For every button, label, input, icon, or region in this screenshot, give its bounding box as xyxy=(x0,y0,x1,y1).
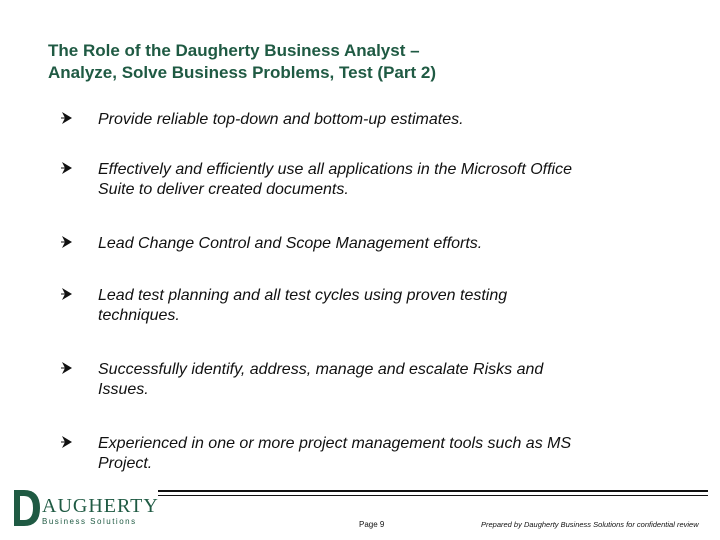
bullet-text-line: Experienced in one or more project management tools such as MS xyxy=(98,435,572,452)
page-number: Page 9 xyxy=(359,520,385,529)
daugherty-logo xyxy=(10,486,160,530)
bullet-text xyxy=(98,286,678,326)
arrow-bullet-icon xyxy=(60,435,74,449)
arrow-bullet-icon xyxy=(60,361,74,375)
logo-wordmark: AUGHERTY xyxy=(42,495,159,517)
arrow-bullet-icon xyxy=(60,235,74,249)
bullet-text-line: Lead Change Control and Scope Management efforts. xyxy=(98,235,483,252)
bullet-text-line: Effectively and efficiently use all applications in the Microsoft Office xyxy=(98,161,572,178)
arrow-bullet-icon xyxy=(60,111,74,125)
arrow-bullet-icon xyxy=(60,161,74,175)
bullet-text-line: Lead test planning and all test cycles using proven testing xyxy=(98,287,508,304)
arrow-bullet-icon xyxy=(60,287,74,301)
footer-divider-thick xyxy=(158,490,708,492)
confidential-notice: Prepared by Daugherty Business Solutions for confidential review xyxy=(481,520,699,529)
bullet-text-line: Successfully identify, address, manage and escalate Risks and xyxy=(98,361,544,378)
slide-title-line-2: Analyze, Solve Business Problems, Test (Part 2) xyxy=(48,63,436,82)
bullet-text-line: Issues. xyxy=(98,381,149,398)
bullet-text xyxy=(98,434,678,474)
slide-title-line-1: The Role of the Daugherty Business Analyst – xyxy=(48,41,420,60)
bullet-text xyxy=(98,160,678,200)
bullet-text-line: Project. xyxy=(98,455,153,472)
bullet-text xyxy=(98,360,678,400)
bullet-text-line: techniques. xyxy=(98,307,180,324)
bullet-text-line: Suite to deliver created documents. xyxy=(98,181,349,198)
footer-divider-thin xyxy=(158,495,708,496)
bullet-text-line: Provide reliable top-down and bottom-up estimates. xyxy=(98,111,464,128)
logo-tagline: Business Solutions xyxy=(42,517,137,526)
bullet-text xyxy=(98,234,678,254)
bullet-text xyxy=(98,110,678,130)
